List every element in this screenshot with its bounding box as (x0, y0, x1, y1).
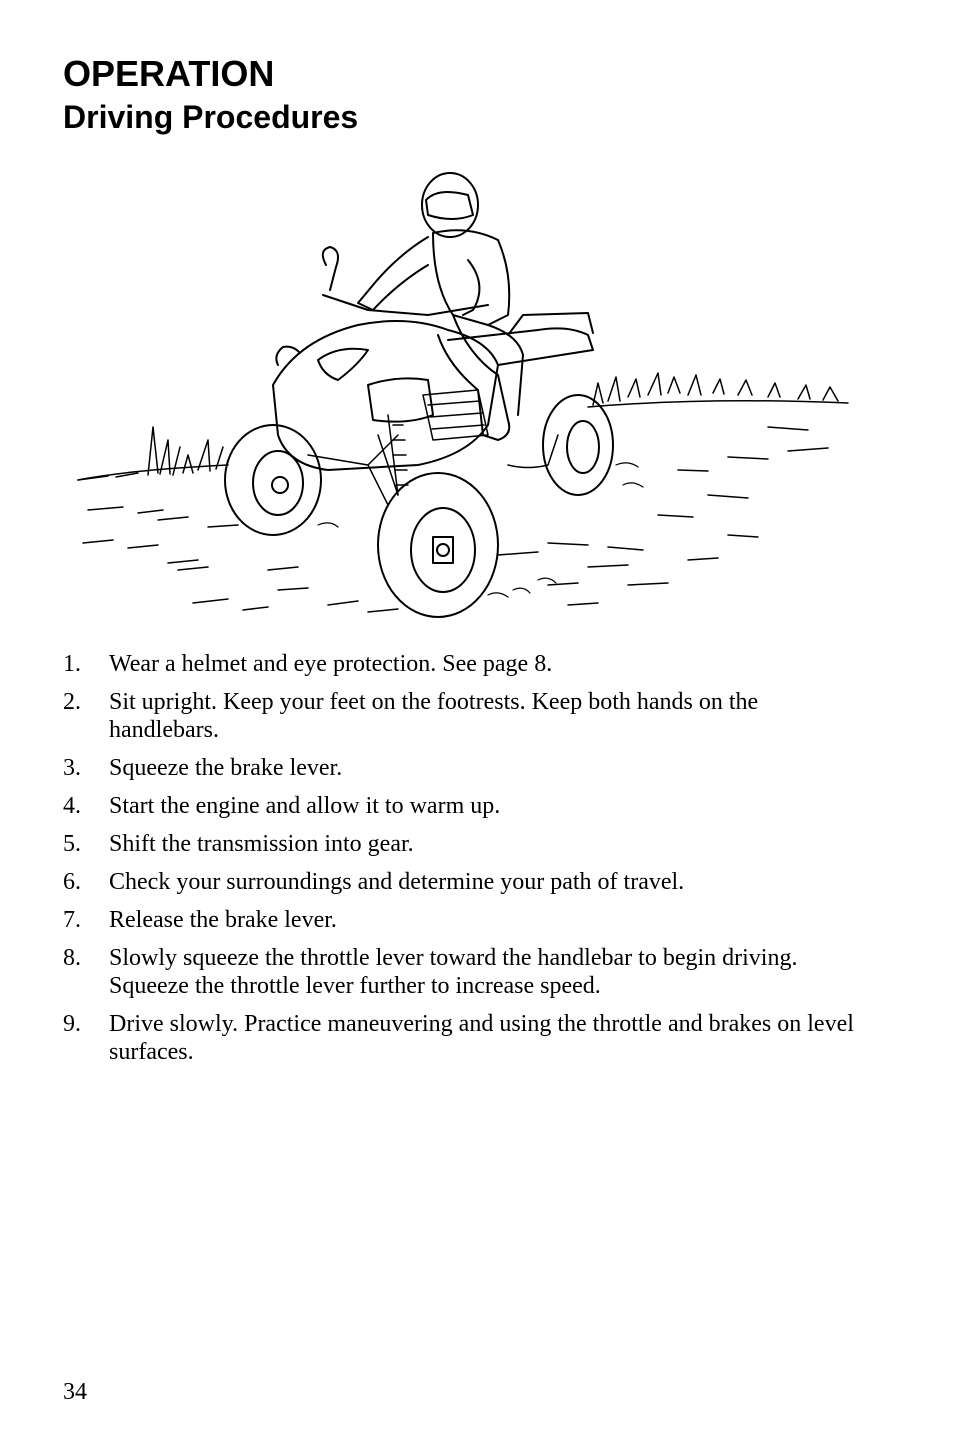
step-item (63, 830, 873, 858)
step-text: Shift the transmission into gear. (109, 831, 414, 857)
step-number: 6. (63, 869, 81, 895)
step-number: 8. (63, 945, 81, 971)
step-text: Wear a helmet and eye protection. See page 8. (109, 651, 553, 677)
atv-frame (308, 390, 558, 505)
wheel-rear (543, 395, 613, 495)
step-number: 4. (63, 793, 81, 819)
step-text: Slowly squeeze the throttle lever toward the handlebar to begin driving. Squeeze the throttle lever further to increase speed. (109, 945, 798, 999)
step-item (63, 868, 873, 896)
step-text: Squeeze the brake lever. (109, 755, 343, 781)
step-item (63, 650, 873, 678)
grass-left (78, 427, 228, 480)
step-number: 1. (63, 651, 81, 677)
page-number: 34 (63, 1379, 87, 1405)
step-number: 2. (63, 689, 81, 715)
step-item (63, 792, 873, 820)
step-text: Check your surroundings and determine your path of travel. (109, 869, 685, 895)
wheel-front-left (225, 425, 321, 535)
step-text: Release the brake lever. (109, 907, 337, 933)
atv-body (273, 313, 593, 470)
grass-right (588, 373, 848, 407)
step-number: 5. (63, 831, 81, 857)
dirt-clumps (318, 463, 643, 597)
step-number: 9. (63, 1011, 81, 1037)
wheel-front-right (378, 473, 498, 617)
step-number: 3. (63, 755, 81, 781)
step-item (63, 906, 873, 934)
step-text: Drive slowly. Practice maneuvering and using the throttle and brakes on level surfaces. (109, 1011, 854, 1065)
driving-steps-list (63, 650, 873, 1076)
step-text: Start the engine and allow it to warm up. (109, 793, 501, 819)
subsection-title: Driving Procedures (63, 99, 359, 135)
section-title: OPERATION (63, 53, 275, 94)
step-item (63, 1010, 873, 1066)
step-number: 7. (63, 907, 81, 933)
step-text: Sit upright. Keep your feet on the footrests. Keep both hands on the handlebars. (109, 689, 759, 743)
atv-rider-illustration (68, 165, 858, 625)
step-item (63, 688, 873, 744)
step-item (63, 754, 873, 782)
rider (358, 173, 523, 440)
step-item (63, 944, 873, 1000)
